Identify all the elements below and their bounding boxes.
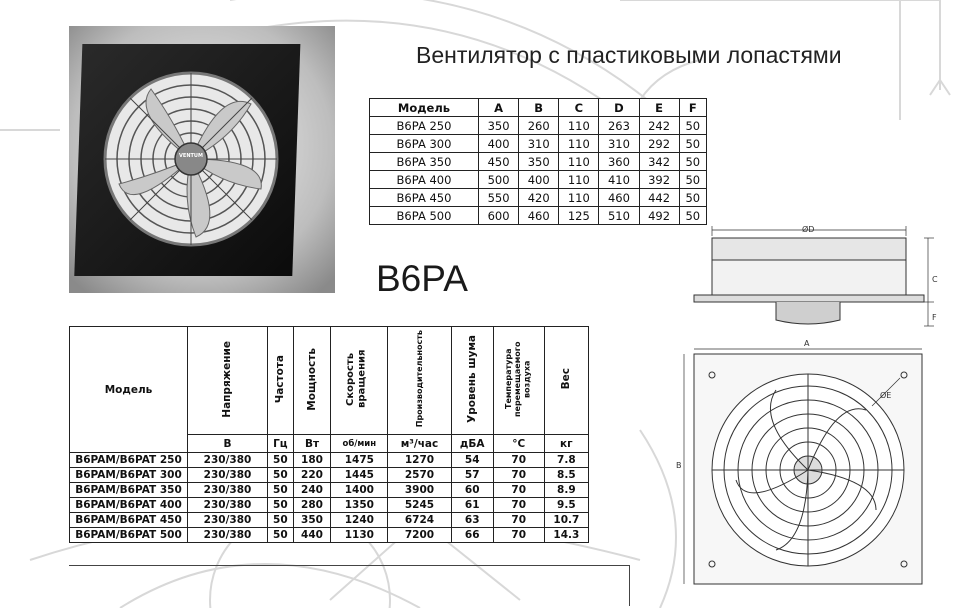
specs-header-cell [331,327,388,435]
specs-header-label: Напряжение [221,340,234,418]
dimensions-row [370,171,707,189]
specs-header-label: Мощность [305,347,318,411]
dimensions-model-cell: B6PA 500 [370,207,479,225]
dimensions-value-cell: 310 [599,135,639,153]
technical-drawing [676,220,966,600]
dimensions-value-cell: 50 [679,117,706,135]
specs-model-cell: B6PAM/B6PAT 500 [70,528,188,543]
specs-value-cell: 70 [493,483,544,498]
dimensions-row [370,117,707,135]
dimensions-value-cell: 460 [599,189,639,207]
photo-brand-label: VENTUM [179,153,203,159]
dimensions-model-cell: B6PA 350 [370,153,479,171]
specs-header-label: Вес [560,368,573,390]
dimensions-header-row [370,99,707,117]
specs-value-cell: 8.5 [544,468,588,483]
drawing-label-f: F [932,313,937,322]
specs-header-label: Частота [274,354,287,404]
specs-model-cell: B6PAM/B6PAT 350 [70,483,188,498]
specs-value-cell: 7200 [388,528,451,543]
specs-value-cell: 220 [293,468,331,483]
dimensions-row [370,207,707,225]
specs-value-cell: 350 [293,513,331,528]
specs-value-cell: 440 [293,528,331,543]
drawing-label-c: C [932,275,938,284]
specs-header-label: Уровень шума [466,335,479,423]
dimensions-value-cell: 110 [559,117,599,135]
specs-value-cell: 230/380 [188,483,268,498]
specs-value-cell: 70 [493,498,544,513]
specs-value-cell: 1400 [331,483,388,498]
specs-value-cell: 14.3 [544,528,588,543]
specs-value-cell: 60 [451,483,493,498]
dimensions-value-cell: 600 [479,207,519,225]
dimensions-model-cell: B6PA 300 [370,135,479,153]
specs-value-cell: 230/380 [188,453,268,468]
specs-model-cell: B6PAM/B6PAT 450 [70,513,188,528]
specs-value-cell: 70 [493,453,544,468]
specs-value-cell: 240 [293,483,331,498]
specs-header-cell [268,327,294,435]
specs-unit-cell: В [188,435,268,453]
specs-row [70,453,589,468]
specs-header-cell [544,327,588,435]
dimensions-value-cell: 500 [479,171,519,189]
specs-value-cell: 230/380 [188,513,268,528]
specs-unit-cell: м³/час [388,435,451,453]
dimensions-value-cell: 110 [559,189,599,207]
specs-value-cell: 10.7 [544,513,588,528]
dimensions-value-cell: 242 [639,117,679,135]
specs-row [70,483,589,498]
specs-header-cell [293,327,331,435]
dimensions-value-cell: 400 [479,135,519,153]
specs-value-cell: 50 [268,483,294,498]
specs-value-cell: 70 [493,468,544,483]
specs-row [70,468,589,483]
dimensions-row [370,135,707,153]
dimensions-value-cell: 392 [639,171,679,189]
dimensions-model-cell: B6PA 450 [370,189,479,207]
dimensions-value-cell: 492 [639,207,679,225]
specs-value-cell: 8.9 [544,483,588,498]
dimensions-value-cell: 510 [599,207,639,225]
specs-value-cell: 2570 [388,468,451,483]
dimensions-value-cell: 550 [479,189,519,207]
specs-value-cell: 180 [293,453,331,468]
specs-header-cell [493,327,544,435]
dimensions-header-cell: Модель [370,99,479,117]
specs-value-cell: 1445 [331,468,388,483]
specs-value-cell: 6724 [388,513,451,528]
specs-value-cell: 50 [268,498,294,513]
dimensions-model-cell: B6PA 250 [370,117,479,135]
specs-value-cell: 70 [493,528,544,543]
drawing-label-b: B [676,461,682,470]
dimensions-value-cell: 50 [679,189,706,207]
dimensions-row [370,153,707,171]
dimensions-value-cell: 350 [479,117,519,135]
specs-model-cell: B6PAM/B6PAT 300 [70,468,188,483]
bottom-frame-line [69,565,630,606]
specs-value-cell: 50 [268,468,294,483]
dimensions-value-cell: 125 [559,207,599,225]
dimensions-value-cell: 50 [679,135,706,153]
page-title: Вентилятор с пластиковыми лопастями [416,42,842,68]
drawing-label-a: A [804,339,810,348]
specs-row [70,528,589,543]
specs-unit-cell: об/мин [331,435,388,453]
specs-header-label: Производительность [414,330,424,428]
specifications-table [69,326,589,543]
dimensions-header-cell: D [599,99,639,117]
dimensions-value-cell: 360 [599,153,639,171]
specs-value-cell: 50 [268,528,294,543]
specs-model-header: Модель [70,327,188,453]
specs-unit-cell: Вт [293,435,331,453]
specs-value-cell: 57 [451,468,493,483]
specs-value-cell: 280 [293,498,331,513]
specs-model-cell: B6PAM/B6PAT 400 [70,498,188,513]
dimensions-value-cell: 50 [679,171,706,189]
specs-model-cell: B6PAM/B6PAT 250 [70,453,188,468]
specs-value-cell: 61 [451,498,493,513]
dimensions-value-cell: 310 [519,135,559,153]
dimensions-value-cell: 292 [639,135,679,153]
specs-value-cell: 1240 [331,513,388,528]
dimensions-row [370,189,707,207]
specs-unit-cell: дБА [451,435,493,453]
specs-unit-cell: кг [544,435,588,453]
dimensions-header-cell: E [639,99,679,117]
dimensions-header-cell: F [679,99,706,117]
specs-value-cell: 1130 [331,528,388,543]
model-series-heading: B6PA [376,258,468,299]
specs-value-cell: 3900 [388,483,451,498]
dimensions-table [369,98,707,225]
dimensions-value-cell: 410 [599,171,639,189]
specs-value-cell: 1270 [388,453,451,468]
dimensions-value-cell: 50 [679,153,706,171]
specs-row [70,513,589,528]
dimensions-value-cell: 342 [639,153,679,171]
specs-value-cell: 7.8 [544,453,588,468]
dimensions-value-cell: 350 [519,153,559,171]
product-photo [69,26,335,293]
specs-value-cell: 50 [268,513,294,528]
specs-value-cell: 230/380 [188,528,268,543]
specs-value-cell: 70 [493,513,544,528]
dimensions-value-cell: 110 [559,153,599,171]
specs-header-label: Скорость вращения [345,349,368,409]
specs-row [70,498,589,513]
dimensions-value-cell: 50 [679,207,706,225]
specs-value-cell: 230/380 [188,468,268,483]
specs-value-cell: 230/380 [188,498,268,513]
drawing-label-d: ØD [802,225,815,234]
dimensions-header-cell: C [559,99,599,117]
specs-value-cell: 5245 [388,498,451,513]
dimensions-value-cell: 420 [519,189,559,207]
specs-value-cell: 1350 [331,498,388,513]
dimensions-value-cell: 400 [519,171,559,189]
dimensions-value-cell: 263 [599,117,639,135]
specs-value-cell: 1475 [331,453,388,468]
drawing-label-e: ØE [880,391,892,400]
dimensions-model-cell: B6PA 400 [370,171,479,189]
specs-value-cell: 50 [268,453,294,468]
specs-header-row [70,327,589,435]
dimensions-value-cell: 260 [519,117,559,135]
dimensions-value-cell: 460 [519,207,559,225]
dimensions-value-cell: 442 [639,189,679,207]
dimensions-header-cell: B [519,99,559,117]
dimensions-value-cell: 110 [559,135,599,153]
dimensions-header-cell: A [479,99,519,117]
dimensions-value-cell: 450 [479,153,519,171]
dimensions-value-cell: 110 [559,171,599,189]
fan-photo-illustration [69,26,335,293]
specs-unit-cell: °C [493,435,544,453]
specs-value-cell: 63 [451,513,493,528]
specs-value-cell: 66 [451,528,493,543]
specs-header-label: Температура перемещаемого воздуха [503,341,532,417]
specs-header-cell [188,327,268,435]
specs-header-cell [451,327,493,435]
specs-value-cell: 54 [451,453,493,468]
specs-value-cell: 9.5 [544,498,588,513]
specs-unit-cell: Гц [268,435,294,453]
specs-header-cell [388,327,451,435]
